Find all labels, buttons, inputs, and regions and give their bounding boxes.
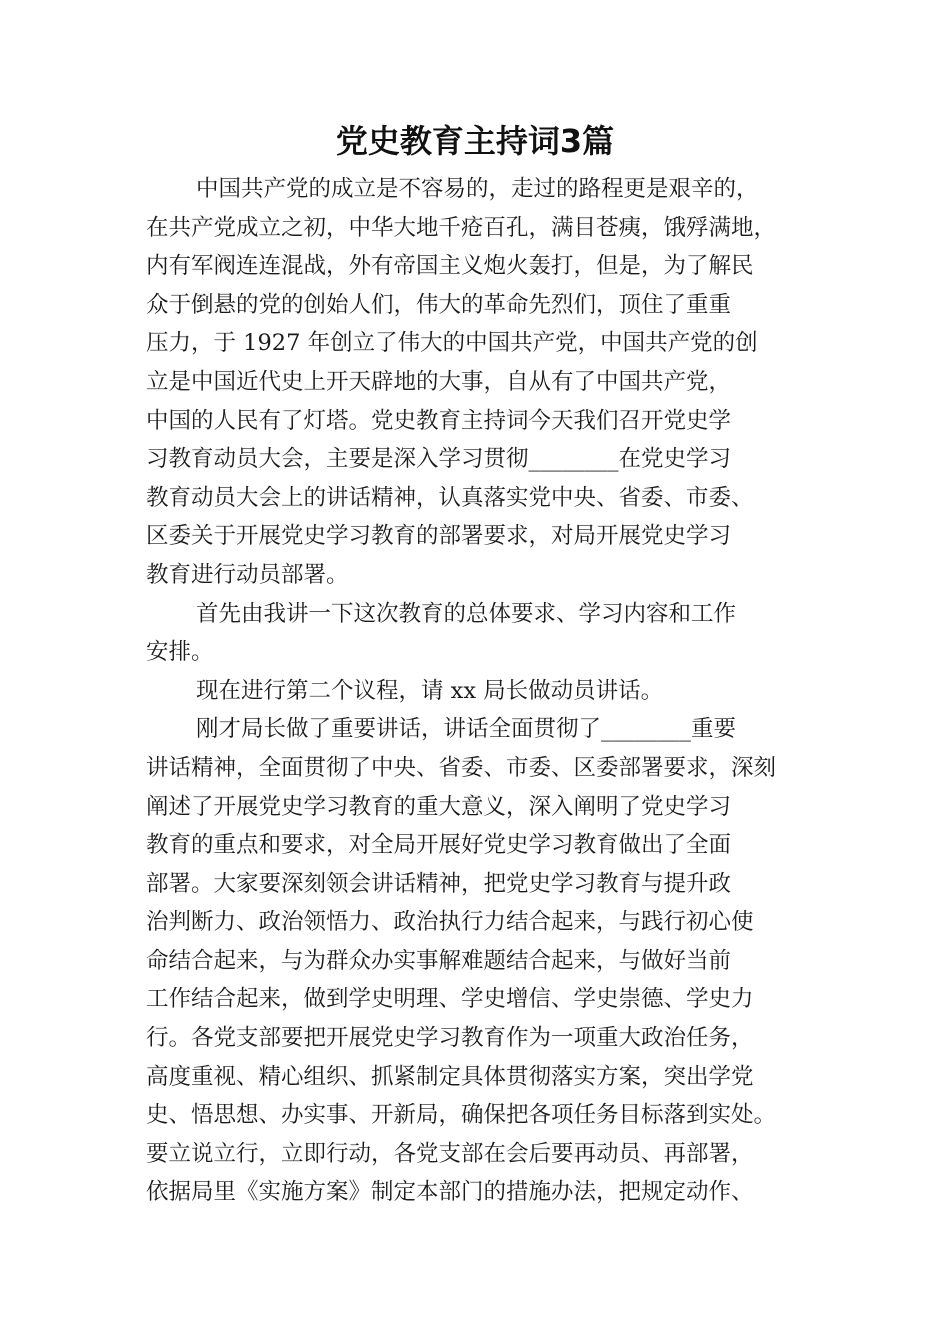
document-body — [146, 170, 810, 1212]
text-line: 习教育动员大会，主要是深入学习贯彻________在党史学习 — [146, 446, 732, 473]
text-line: 教育动员大会上的讲话精神，认真落实党中央、省委、市委、 — [146, 484, 754, 511]
paragraph-3 — [146, 672, 810, 711]
text-line: 压力，于 1927 年创立了伟大的中国共产党，中国共产党的创 — [146, 330, 758, 357]
paragraph-4 — [146, 710, 810, 1212]
text-line: 依据局里《实施方案》制定本部门的措施办法，把规定动作、 — [146, 1179, 754, 1206]
text-line: 现在进行第二个议程，请 xx 局长做动员讲话。 — [196, 677, 664, 704]
text-line: 治判断力、政治领悟力、政治执行力结合起来，与践行初心使 — [146, 909, 754, 936]
text-line: 工作结合起来，做到学史明理、学史增信、学史崇德、学史力 — [146, 986, 754, 1013]
text-line: 内有军阀连连混战，外有帝国主义炮火轰打，但是，为了解民 — [146, 253, 754, 280]
text-line: 命结合起来，与为群众办实事解难题结合起来，与做好当前 — [146, 947, 732, 974]
text-line: 首先由我讲一下这次教育的总体要求、学习内容和工作 — [196, 600, 737, 627]
text-line: 在共产党成立之初，中华大地千疮百孔，满目苍痍，饿殍满地， — [146, 214, 777, 241]
text-line: 区委关于开展党史学习教育的部署要求，对局开展党史学习 — [146, 523, 732, 550]
text-line: 部署。大家要深刻领会讲话精神，把党史学习教育与提升政 — [146, 870, 732, 897]
text-line: 教育进行动员部署。 — [146, 561, 349, 588]
text-line: 要立说立行，立即行动，各党支部在会后要再动员、再部署， — [146, 1140, 754, 1167]
text-line: 安排。 — [146, 639, 214, 666]
paragraph-1 — [146, 170, 810, 595]
text-line: 中国共产党的成立是不容易的，走过的路程更是艰辛的， — [196, 176, 759, 202]
text-line: 中国的人民有了灯塔。党史教育主持词今天我们召开党史学 — [146, 407, 732, 434]
paragraph-2 — [146, 595, 810, 672]
text-line: 讲话精神，全面贯彻了中央、省委、市委、区委部署要求，深刻 — [146, 754, 777, 781]
text-line: 教育的重点和要求，对全局开展好党史学习教育做出了全面 — [146, 832, 732, 859]
text-line: 高度重视、精心组织、抓紧制定具体贯彻落实方案，突出学党 — [146, 1063, 754, 1090]
text-line: 立是中国近代史上开天辟地的大事，自从有了中国共产党， — [146, 368, 732, 395]
text-line: 刚才局长做了重要讲话，讲话全面贯彻了________重要 — [196, 716, 737, 743]
document-title: 党史教育主持词3篇 — [335, 122, 615, 160]
text-line: 行。各党支部要把开展党史学习教育作为一项重大政治任务， — [146, 1025, 754, 1052]
text-line: 史、悟思想、办实事、开新局，确保把各项任务目标落到实处。 — [146, 1102, 777, 1129]
text-line: 众于倒悬的党的创始人们，伟大的革命先烈们，顶住了重重 — [146, 291, 732, 318]
text-line: 阐述了开展党史学习教育的重大意义，深入阐明了党史学习 — [146, 793, 732, 820]
